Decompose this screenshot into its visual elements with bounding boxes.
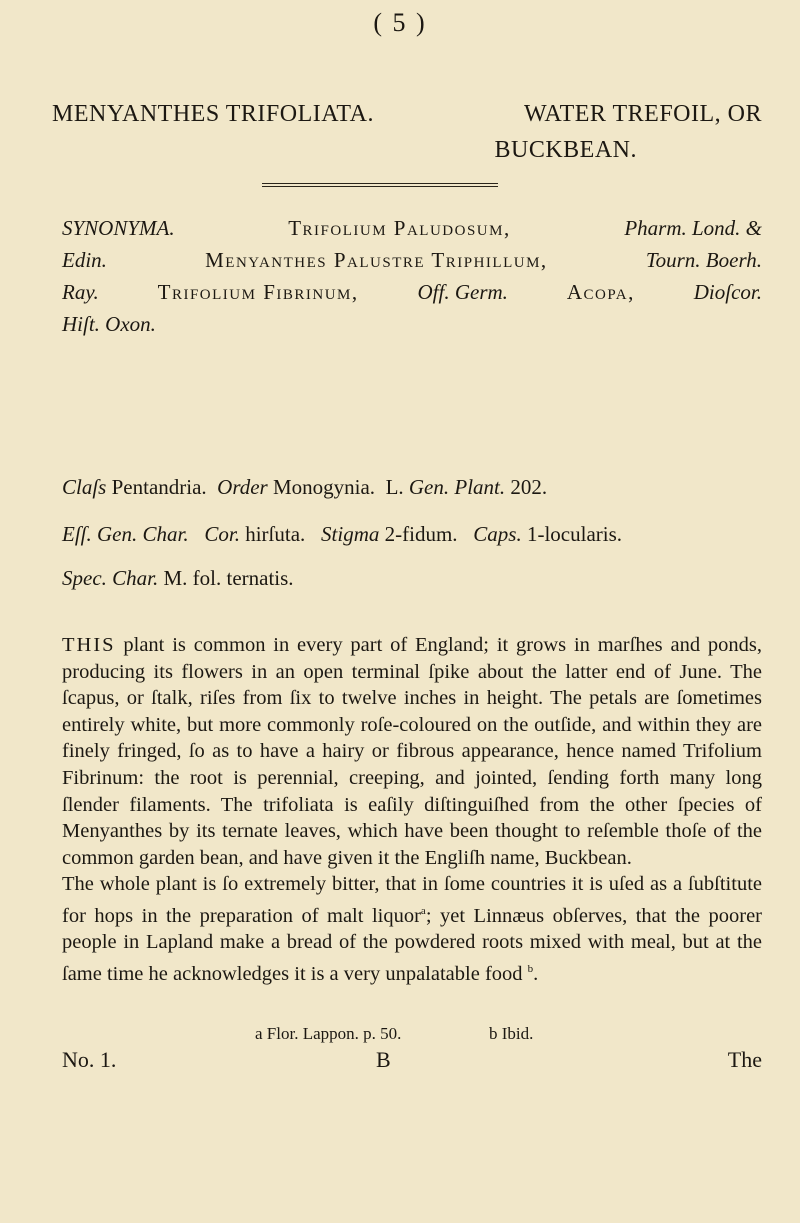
synonym-menyanthes-palustre: Menyanthes Palustre Triphillum, bbox=[205, 248, 548, 272]
footnote-b: b Ibid. bbox=[489, 1024, 534, 1043]
specific-character-line bbox=[62, 566, 762, 591]
title-rule-divider bbox=[262, 183, 498, 190]
signature-mark: B bbox=[376, 1047, 391, 1072]
page-number: ( 5 ) bbox=[373, 8, 427, 37]
paragraph-text: plant is common in every part of England; it grows in marſhes and ponds, producing its flowers in an open terminal ſpike about the latter end of June. The ſcapus, or ſtalk, riſes from ſix to twelve inches in height. The petals are ſometimes entirely white, but more commonly roſe-coloured on the outſide, and within they are finely fringed, ſo as to have a hairy or fibrous appearance, hence named Trifolium Fibrinum: the root is perennial, creeping, and jointed, ſending forth many long ſlender filaments. The trifoliata is eaſily diſtinguiſhed from the other ſpecies of Menyanthes by its ternate leaves, which have been thought to reſemble thoſe of the common garden bean, and have given it the Engliſh name, Buckbean. bbox=[62, 634, 762, 869]
synonym-source: Hiſt. Oxon. bbox=[62, 312, 156, 336]
reference-title: Gen. Plant. bbox=[408, 475, 506, 499]
synonym-trifolium-paludosum: Trifolium Paludosum, bbox=[288, 216, 511, 240]
title-english-cont: BUCKBEAN. bbox=[494, 137, 637, 163]
footnote-ref-b[interactable]: b bbox=[527, 962, 534, 975]
title-latin: MENYANTHES TRIFOLIATA. bbox=[52, 101, 374, 127]
corolla-label: Cor. bbox=[204, 522, 240, 546]
synonym-source: Dioſcor. bbox=[693, 280, 762, 304]
corolla-value: hirſuta. bbox=[245, 522, 306, 546]
order-value: Monogynia. bbox=[272, 475, 376, 499]
paragraph-text: ; yet Linnæus obſerves, that the poorer people in Lapland make a bread of the powdered roots mixed with meal, but at the ſame time he acknowledges it is a very unpalatable food bbox=[62, 904, 763, 985]
opening-word: THIS bbox=[62, 634, 116, 656]
class-line bbox=[62, 475, 762, 500]
synonym-source: Tourn. Boerh. bbox=[645, 248, 762, 272]
paragraph-text: The whole plant is ſo extremely bitter, that in ſome countries it is uſed as a ſubſtitute for hops in the preparation of malt liquor bbox=[62, 873, 762, 927]
stigma-value: 2-fidum. bbox=[384, 522, 458, 546]
issue-number: No. 1. bbox=[62, 1047, 117, 1072]
footnote-a: a Flor. Lappon. p. 50. bbox=[255, 1024, 402, 1043]
essential-character-label: Eſſ. Gen. Char. bbox=[62, 522, 189, 546]
essential-character-line bbox=[62, 522, 762, 547]
catchword: The bbox=[727, 1047, 762, 1072]
title-english: WATER TREFOIL, OR bbox=[523, 101, 762, 127]
paragraph-text: . bbox=[533, 962, 539, 985]
footnote-ref-a[interactable]: a bbox=[420, 904, 426, 917]
reference-number: 202. bbox=[510, 475, 548, 499]
specific-character-label: Spec. Char. bbox=[62, 566, 159, 590]
body-text bbox=[62, 632, 762, 987]
synonym-source: Pharm. Lond. & bbox=[624, 216, 762, 240]
capsule-value: 1-locularis. bbox=[526, 522, 623, 546]
class-label: Claſs bbox=[62, 475, 107, 499]
capsule-label: Caps. bbox=[473, 522, 522, 546]
synonyma-label: SYNONYMA. bbox=[62, 216, 175, 240]
stigma-label: Stigma bbox=[321, 522, 380, 546]
page-title bbox=[52, 96, 762, 168]
class-value: Pentandria. bbox=[111, 475, 207, 499]
reference-author: L. bbox=[385, 475, 404, 499]
synonym-source: Edin. bbox=[62, 248, 107, 272]
synonym-acopa: Acopa, bbox=[566, 280, 635, 304]
order-label: Order bbox=[217, 475, 268, 499]
synonym-source: Off. Germ. bbox=[417, 280, 508, 304]
synonym-source: Ray. bbox=[62, 280, 99, 304]
paragraph bbox=[62, 871, 762, 987]
paragraph bbox=[62, 632, 762, 871]
synonyma-block bbox=[62, 212, 762, 340]
synonym-trifolium-fibrinum: Trifolium Fibrinum, bbox=[157, 280, 359, 304]
specific-character-value: M. fol. ternatis. bbox=[163, 566, 294, 590]
